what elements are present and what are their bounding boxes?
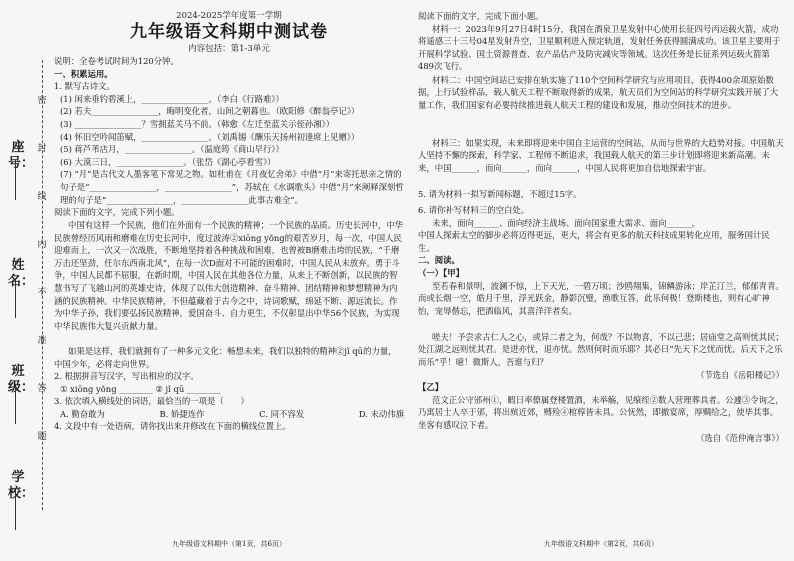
- question-1-item[interactable]: (6) 大漠三日，________________。（张岱《湖心亭看雪》）: [60, 156, 276, 167]
- exam-note: 说明：全卷考试时间为120分钟。: [54, 56, 179, 66]
- question-5: 5. 请为材料一拟写新闻标题，不超过15字。: [418, 188, 582, 199]
- reading-passage: 中国有这样一个民族，他们在外面有一个民族的精神；一个民族的品质。历史长河中，中华民族曾经历风雨和磨难在历史长河中，度过波涛②xiōng yǒng的艰苦岁月，每一次，中国人民迎难而上，一次又一次战胜，不断地坚持着各种挑战和困难，也曾被B磨难击垮的民族，“千磨万击还坚劲，任尔东西南北风”，在每一次D面对不可能的困难时，中国人民从未放弃。勇于斗争，中国人民都不屈服，在新时期，中国人民在其他各位力量，从来上不断创新，以民族的智慧书写了飞越山河的英雄史诗，体现了以伟大创造精神、奋斗精神、团结精神和梦想精神为内涵的民族精神。中华民族精神，不但蕴藏着于古今之中，诗词歌赋，绵延不断、源远流长。作为中华子孙，我们要弘扬民族精神，爱国奋斗、自力更生，不仅彰显出中华56个民族，为实现中华民族伟大复兴贡献力量。: [54, 219, 403, 331]
- option-d[interactable]: D. 未动伟旗: [358, 408, 404, 419]
- option-a[interactable]: A. 勤奋敢为: [60, 408, 105, 419]
- section-1-heading: 一、积累运用。: [54, 68, 113, 79]
- exam-scope: 内容包括：第1-3单元: [188, 44, 270, 54]
- question-1-item[interactable]: (5) 蒋芦苇店月，________________。（温庭筠《商山早行》）: [60, 144, 284, 155]
- passage-yi: 范文正公守邠州①，暇日率僚属登楼置酒，未举觞，见缞绖②数人营理葬具者。公遽③令询之，乃寓居士人卒于邠，将出殡近郊，赙殓④棺椁皆未具。公怃然，即撤宴席，厚赒给之，使毕其事。坐客有感叹泣下者。: [418, 394, 784, 430]
- question-1: 1. 默写古诗文。: [54, 81, 115, 92]
- question-2: 2. 根据拼音写汉字，写出相应的汉字。: [54, 370, 199, 381]
- question-6: 6. 请你补写材料三的空白处。: [418, 205, 530, 216]
- page-footer-left: 九年级语文科期中（第1页，共6页）: [172, 540, 286, 548]
- question-1-item[interactable]: (1) 闲来垂钓碧溪上，________________。（李白《行路难》）: [60, 93, 284, 104]
- school-label: 学校：: [8, 470, 35, 501]
- right-column: [418, 0, 784, 561]
- passage-jia-2: 嗟夫！予尝求古仁人之心，或异二者之为，何哉？不以物喜，不以己悲；居庙堂之高则忧其民；处江湖之远则忧其君。是进亦忧，退亦忧。然则何时而乐耶？其必曰“先天下之忧而忧，后天下之乐而乐”乎！噫！微斯人，吾谁与归？: [418, 331, 784, 367]
- seal-char: 封: [37, 144, 47, 154]
- question-6-blank-b[interactable]: 中国人探索太空的脚步必将迈得更远，更大，将会有更多的航天科技成果转化应用，服务国计民生。: [418, 230, 770, 253]
- question-6-blank-a[interactable]: 未来，面向______、面向经济主战场、面向国家重大需求、面向______，: [432, 217, 700, 228]
- reading-intro: 阅读下面的文字，完成下列小题。: [54, 207, 180, 218]
- seal-char: 线: [37, 192, 47, 202]
- passage-yi-source: （选自《范仲淹言事》）: [696, 432, 784, 443]
- school-line[interactable]: [15, 490, 16, 530]
- page-footer-right: 九年级语文科期中（第2页，共6页）: [544, 540, 658, 548]
- left-column: [54, 0, 404, 561]
- question-4: 4. 文段中有一处语病，请你找出来并修改在下面的横线位置上。: [54, 421, 291, 432]
- question-3-options: [54, 408, 404, 421]
- seal-char: 密: [37, 96, 47, 106]
- question-1-item-7[interactable]: (7) “月”是古代文人墨客笔下常见之物。如杜甫在《月夜忆舍弟》中借“月”来寄托思亲之情的句子是“________________，________________”，苏轼在《水调歌头》中借“月”来阐释深刻哲理的句子是“________________，________________此事古难全”。: [60, 169, 404, 205]
- option-c[interactable]: C. 同不容发: [259, 408, 305, 419]
- question-1-item[interactable]: (3) ________________？雪拥蓝关马不前。（韩愈《左迁至蓝关示侄孙湘》）: [60, 118, 335, 129]
- passage-yi-label: 【乙】: [418, 382, 444, 393]
- seal-char: 准: [37, 336, 47, 346]
- question-3: 3. 依次填入横线处的词语，最恰当的一项是（ ）: [54, 396, 249, 407]
- seat-number-line[interactable]: [15, 160, 16, 200]
- material-2: 材料二：中国空间站已安排在轨实施了110个空间科学研究与应用项目，获得400余项原始数据，上行试验样品，载人航天工程不断取得新的成果，航天员们为空间站的科学研究实践开展了大量工作，我们国家有必要持续推进载人航天工程的建设和发展，推动空间技术的进步。: [418, 74, 779, 110]
- material-1: 材料一：2023年9月27日4时15分，我国在酒泉卫星发射中心使用长征四号丙运载火箭，成功将遥感三十三号04星发射升空，卫星顺利进入预定轨道，发射任务获得圆满成功。该卫星主要用于开展科学试验、国土资源普查、农产品估产及防灾减灾等领域。这次任务是长征系列运载火箭第489次飞行。: [418, 23, 781, 72]
- binding-strip: [0, 0, 60, 561]
- part-1-label: （一）【甲】: [418, 267, 465, 278]
- seal-warning: [36, 95, 48, 479]
- name-label: 姓名：: [8, 258, 35, 289]
- question-2-blanks[interactable]: ① xiōng yǒng ________ ② jǐ qū ________: [60, 383, 221, 394]
- seat-number-label: 座号：: [8, 140, 35, 171]
- passage-jia-source: （节选自《岳阳楼记》）: [696, 369, 784, 380]
- option-b[interactable]: B. 娇捷连作: [159, 408, 205, 419]
- class-label: 班级：: [8, 364, 35, 395]
- section-2-heading: 二、阅读。: [418, 255, 460, 266]
- seal-char: 答: [37, 384, 47, 394]
- question-1-item[interactable]: (2) 若夫________________，晦明变化者，山间之朝暮也。（欧阳修《醉翁亭记》）: [60, 106, 360, 117]
- material-3: 材料三：如果实现，未来即将迎来中国自主运营的空间站，从而与世界的大趋势对接。中国航天人坚持不懈的探索，科学家、工程师不断追求，我国载人航天的第三步计划即将迎来新高潮。未来，中国______，而向______，而向______，中国人民将更加自信地探索宇宙。: [418, 137, 784, 173]
- exam-title: 九年级语文科期中测试卷: [130, 22, 328, 42]
- question-1-item[interactable]: (4) 怀旧空吟闻笛赋，________________。（刘禹锡《酬乐天扬州初逢席上见赠》）: [60, 131, 360, 142]
- passage-jia: 至若春和景明，波澜不惊，上下天光，一碧万顷；沙鸥翔集，锦鳞游泳；岸芷汀兰，郁郁青青。而或长烟一空，皓月千里，浮光跃金，静影沉璧，渔歌互答，此乐何极！登斯楼也，则有心旷神怡，宠辱偕忘，把酒临风，其喜洋洋者矣。: [418, 280, 784, 316]
- class-line[interactable]: [15, 384, 16, 424]
- name-line[interactable]: [15, 278, 16, 318]
- seal-char: 题: [37, 432, 47, 442]
- reading-passage-end: 如果是这样，我们就拥有了一种多元文化：畅想未来，我们以独特的精神②jǐ qū的力量，中国少年，必将走向世界。: [54, 345, 397, 369]
- reading-intro-right: 阅读下面的文字，完成下面小题。: [418, 11, 544, 21]
- seal-char: 不: [37, 288, 47, 298]
- term-heading: 2024-2025学年度第一学期: [176, 11, 282, 21]
- seal-char: 内: [37, 240, 47, 250]
